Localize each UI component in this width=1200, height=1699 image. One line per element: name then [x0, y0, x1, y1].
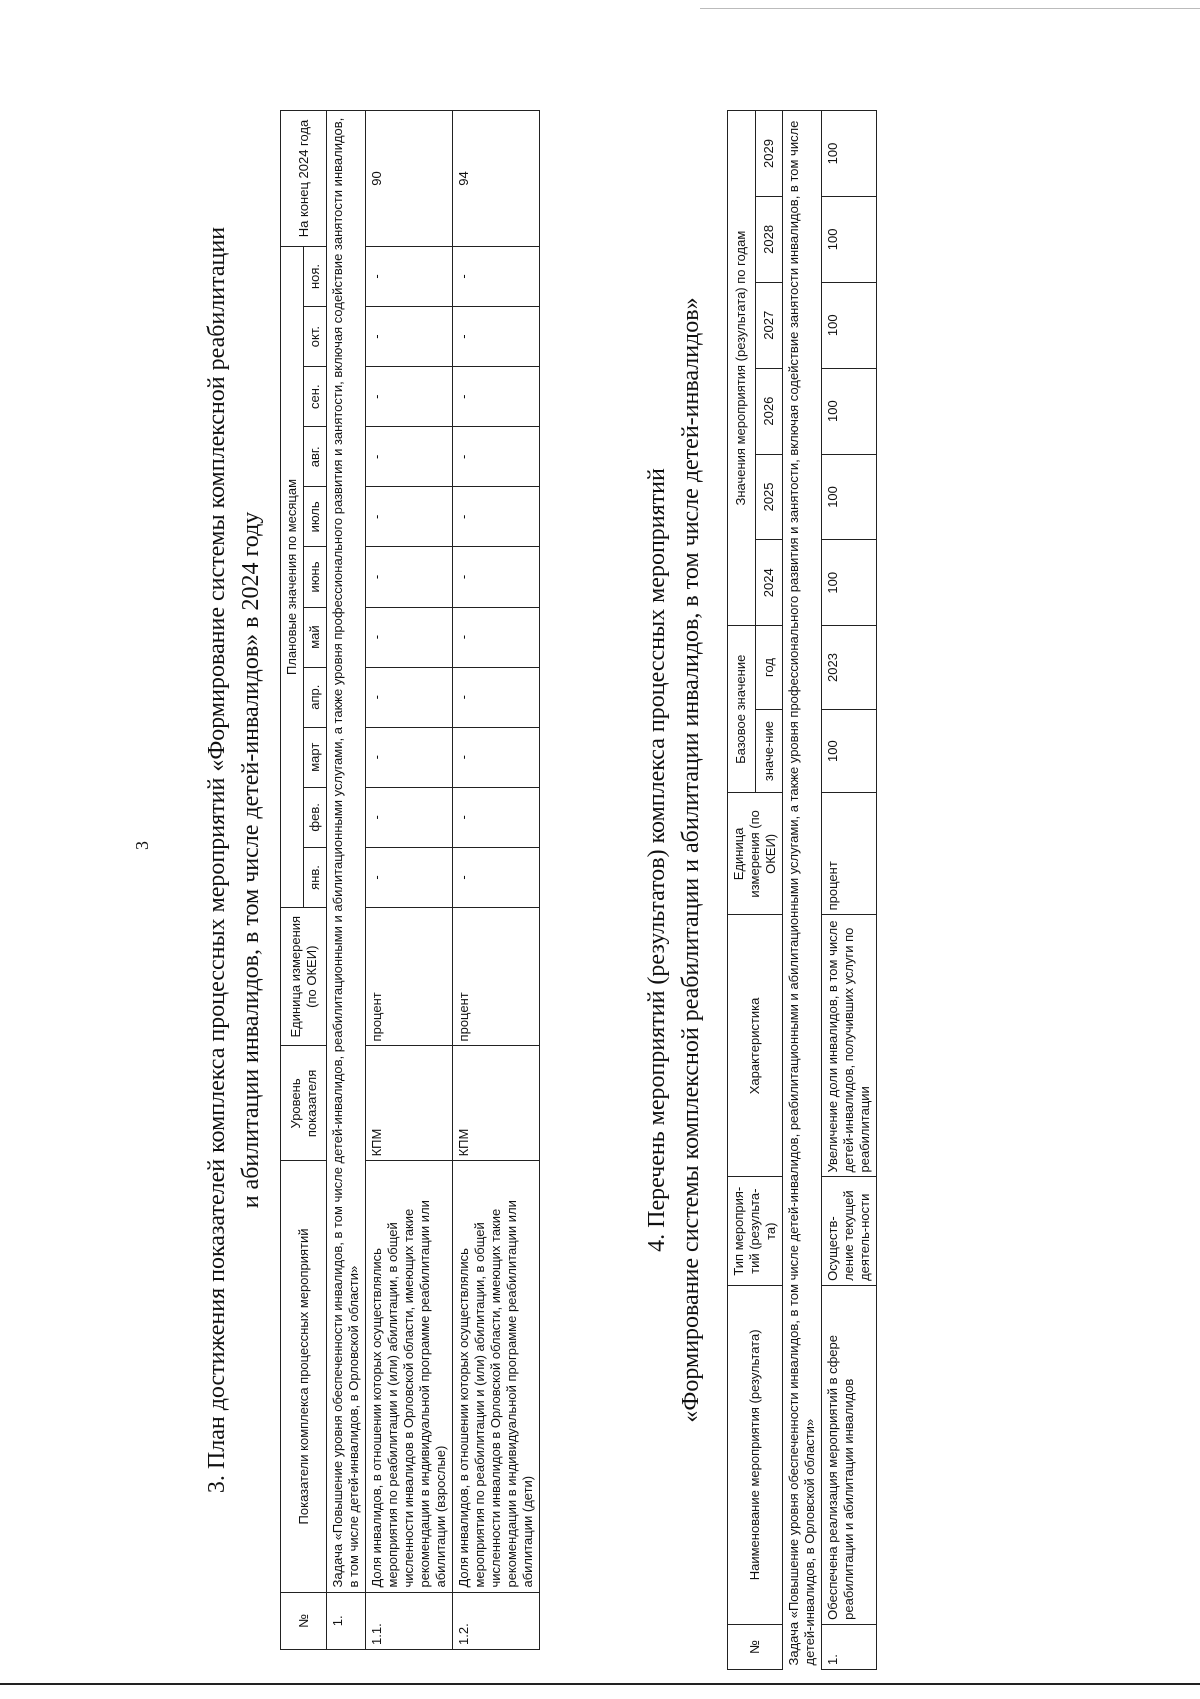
task-row: [783, 111, 822, 1670]
row-activity-name: Обеспечена реализация мероприятий в сфере реабилитации и абилитации инвалидов: [822, 1285, 877, 1624]
row-month-value: -: [453, 547, 540, 607]
header-level: Уровень показателя: [281, 1046, 327, 1161]
header-unit: Единица измерения (по ОКЕИ): [281, 907, 327, 1045]
activities-table: [727, 110, 877, 1670]
row-level: КПМ: [453, 1046, 540, 1161]
row-num: 1.2.: [453, 1592, 540, 1649]
header-month: май: [304, 607, 327, 667]
section3-title-line1: 3. План достижения показателей комплекса процессных мероприятий «Формирование системы комплексной реабилитации: [204, 226, 230, 1494]
rotated-page-content: [200, 50, 1200, 1670]
row-month-value: -: [366, 307, 453, 367]
row-year-value: 100: [822, 368, 877, 454]
header-num: №: [281, 1592, 327, 1649]
header-year: 2028: [755, 196, 783, 282]
header-characteristic: Характеристика: [728, 915, 783, 1177]
header-unit: Единица измерения (по ОКЕИ): [728, 793, 783, 915]
row-month-value: -: [366, 727, 453, 787]
row-num: 1.: [822, 1624, 877, 1669]
row-unit: процент: [453, 907, 540, 1045]
section4-title: [640, 70, 708, 1650]
section4-title-line2: «Формирование системы комплексной реабилитации и абилитации инвалидов, в том числе детей-инвалидов»: [678, 297, 704, 1423]
header-name: Наименование мероприятия (результата): [728, 1285, 783, 1624]
header-month: фев.: [304, 787, 327, 847]
header-type: Тип мероприя-тий (результа-та): [728, 1177, 783, 1285]
row-month-value: -: [366, 607, 453, 667]
header-month: ноя.: [304, 246, 327, 306]
row-month-value: -: [453, 727, 540, 787]
header-year: 2024: [755, 540, 783, 626]
row-year-value: 100: [822, 196, 877, 282]
row-month-value: -: [453, 667, 540, 727]
table-row: [366, 111, 453, 1650]
section3-title: [200, 70, 268, 1650]
header-month: июль: [304, 487, 327, 547]
row-indicator-name: Доля инвалидов, в отношении которых осуществлялись мероприятия по реабилитации и (или) абилитации, в общей численности инвалидов в Орловской области, имеющих такие рекомендации в индивидуальной программе реабилитации или абилитации (взрослые): [366, 1161, 453, 1592]
row-month-value: -: [366, 487, 453, 547]
header-month: апр.: [304, 667, 327, 727]
row-month-value: -: [453, 427, 540, 487]
row-month-value: -: [453, 246, 540, 306]
header-month: авг.: [304, 427, 327, 487]
row-year-value: 100: [822, 454, 877, 540]
row-end-value: 90: [366, 111, 453, 247]
row-month-value: -: [366, 367, 453, 427]
header-monthly: Плановые значения по месяцам: [281, 246, 304, 907]
scan-artifact-bottom: [0, 1683, 1200, 1685]
header-month: июнь: [304, 547, 327, 607]
section3-title-line2: и абилитации инвалидов, в том числе детей-инвалидов» в 2024 году: [238, 511, 264, 1209]
row-base-value: 100: [822, 709, 877, 793]
indicators-plan-table: [280, 110, 540, 1650]
header-base: Базовое значение: [728, 626, 756, 793]
scan-artifact-top: [700, 8, 1200, 9]
task-text: Задача «Повышение уровня обеспеченности инвалидов, в том числе детей-инвалидов, реабилитационными и абилитационными услугами, а также уровня профессионального развития и занятости, включая содействие занятости инвалидов, в том числе детей-инвалидов, в Орловской области»: [327, 111, 366, 1593]
row-month-value: -: [366, 847, 453, 907]
header-base-year: год: [755, 626, 783, 710]
row-end-value: 94: [453, 111, 540, 247]
row-month-value: -: [366, 667, 453, 727]
header-num: №: [728, 1624, 783, 1669]
header-year: 2027: [755, 282, 783, 368]
row-unit: процент: [822, 793, 877, 915]
row-type: Осуществ-ление текущей деятель-ности: [822, 1177, 877, 1285]
row-num: 1.1.: [366, 1592, 453, 1649]
task-row: [327, 111, 366, 1650]
row-month-value: -: [453, 367, 540, 427]
row-level: КПМ: [366, 1046, 453, 1161]
header-base-value: значе-ние: [755, 709, 783, 793]
header-end: На конец 2024 года: [281, 111, 327, 247]
table-header-row: [281, 111, 304, 1650]
row-characteristic: Увеличение доли инвалидов, в том числе детей-инвалидов, получивших услуги по реабилитации: [822, 915, 877, 1177]
row-month-value: -: [453, 307, 540, 367]
row-month-value: -: [366, 246, 453, 306]
header-values: Значения мероприятия (результата) по годам: [728, 111, 756, 626]
row-month-value: -: [453, 847, 540, 907]
header-month: март: [304, 727, 327, 787]
row-year-value: 100: [822, 111, 877, 197]
row-month-value: -: [366, 787, 453, 847]
row-month-value: -: [453, 787, 540, 847]
header-month: янв.: [304, 847, 327, 907]
header-month: сен.: [304, 367, 327, 427]
row-indicator-name: Доля инвалидов, в отношении которых осуществлялись мероприятия по реабилитации и (или) абилитации, в общей численности инвалидов в Орловской области, имеющих такие рекомендации в индивидуальной программе реабилитации или абилитации (дети): [453, 1161, 540, 1592]
table-header-row: [728, 111, 756, 1670]
task-text: Задача «Повышение уровня обеспеченности инвалидов, в том числе детей-инвалидов, реабилитационными и абилитационными услугами, а также уровня профессионального развития и занятости, включая содействие занятости инвалидов, в том числе детей-инвалидов, в Орловской области»: [783, 111, 822, 1670]
row-base-year: 2023: [822, 626, 877, 710]
page-number: 3: [132, 841, 152, 850]
header-year: 2029: [755, 111, 783, 197]
row-year-value: 100: [822, 540, 877, 626]
table-row: [822, 111, 877, 1670]
header-year: 2026: [755, 368, 783, 454]
table-row: [453, 111, 540, 1650]
header-month: окт.: [304, 307, 327, 367]
row-month-value: -: [366, 547, 453, 607]
section4-title-line1: 4. Перечень мероприятий (результатов) комплекса процессных мероприятий: [644, 468, 670, 1252]
header-year: 2025: [755, 454, 783, 540]
header-indicators: Показатели комплекса процессных мероприятий: [281, 1161, 327, 1592]
row-month-value: -: [366, 427, 453, 487]
row-unit: процент: [366, 907, 453, 1045]
task-num: 1.: [327, 1592, 366, 1649]
row-month-value: -: [453, 607, 540, 667]
row-year-value: 100: [822, 282, 877, 368]
row-month-value: -: [453, 487, 540, 547]
